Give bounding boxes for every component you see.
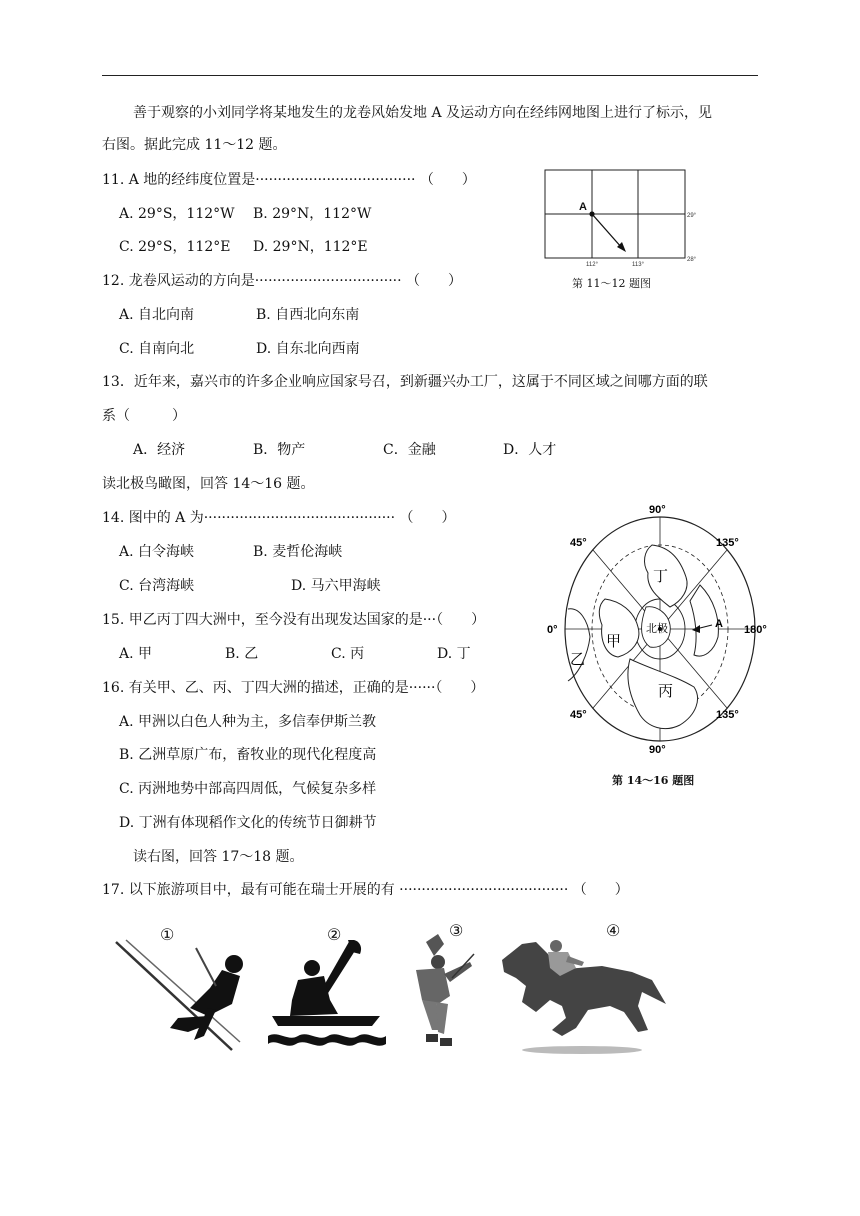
q13-option-b: B．物产 (253, 442, 306, 458)
q16-option-a: A. 甲洲以白色人种为主，多信奉伊斯兰教 (119, 714, 377, 730)
fig1-lat-29: 29° (687, 213, 697, 219)
q11-option-b: B. 29°N，112°W (253, 206, 372, 222)
q15-option-a: A. 甲 (119, 646, 153, 662)
q14-option-d: D. 马六甲海峡 (291, 578, 381, 594)
q15-option-d: D. 丁 (437, 646, 471, 662)
q17-num-1: ① (160, 925, 175, 944)
fig1-lon-113: 113° (632, 262, 644, 266)
q11-option-a: A. 29°S，112°W (119, 206, 235, 222)
intro-14-16: 读北极鸟瞰图，回答 14～16 题。 (102, 476, 315, 492)
q16-stem: 16. 有关甲、乙、丙、丁四大洲的描述，正确的是······（ ） (102, 680, 485, 696)
fig2-point-label: A (715, 618, 723, 630)
q15-option-c: C. 丙 (331, 646, 365, 662)
north-pole-label: 北极 (646, 623, 668, 635)
q14-option-a: A. 白令海峡 (119, 544, 195, 560)
fig1-point-label: A (579, 201, 587, 213)
q11-option-c: C. 29°S，112°E (119, 239, 231, 255)
q16-option-c: C. 丙洲地势中部高四周低，气候复杂多样 (119, 781, 377, 797)
q13-option-d: D．人才 (503, 442, 557, 458)
q17-num-3: ③ (449, 921, 464, 940)
arctic-polar-map-figure (540, 496, 770, 758)
horse-racing-icon (492, 932, 670, 1056)
fig2-label-tr: 135° (716, 537, 739, 549)
q14-option-c: C. 台湾海峡 (119, 578, 195, 594)
q11-stem: 11. A 地的经纬度位置是···································· （ ） (102, 172, 476, 188)
q12-option-b: B. 自西北向东南 (256, 307, 360, 323)
fig2-label-right: 180° (744, 624, 767, 636)
fig2-label-bottom: 90° (649, 744, 666, 756)
q17-num-4: ④ (606, 921, 621, 940)
q13-option-c: C．金融 (383, 442, 436, 458)
continent-ding: 丁 (653, 568, 669, 585)
continent-bing: 丙 (658, 683, 674, 700)
q11-option-d: D. 29°N，112°E (253, 239, 368, 255)
fig1-caption: 第 11～12 题图 (572, 277, 651, 290)
q13-line1: 13．近年来，嘉兴市的许多企业响应国家号召，到新疆兴办工厂，这属于不同区域之间哪方面的联 (102, 374, 708, 390)
fig2-label-tl: 45° (570, 537, 587, 549)
mountain-climber-icon (404, 934, 476, 1054)
q12-stem: 12. 龙卷风运动的方向是································· （ ） (102, 273, 463, 289)
fig2-label-br: 135° (716, 709, 739, 721)
continent-yi: 乙 (570, 651, 586, 668)
q13-line2: 系（ ） (102, 408, 186, 424)
q17-stem: 17. 以下旅游项目中，最有可能在瑞士开展的有 ······································ （ ） (102, 882, 629, 898)
skier-icon (112, 938, 252, 1056)
fig2-label-left: 0° (547, 624, 558, 636)
q15-option-b: B. 乙 (225, 646, 259, 662)
q13-option-a: A．经济 (133, 442, 186, 458)
q16-option-d: D. 丁洲有体现稻作文化的传统节日御耕节 (119, 815, 377, 831)
rafting-icon (268, 940, 386, 1052)
q14-option-b: B. 麦哲伦海峡 (253, 544, 343, 560)
fig2-caption: 第 14～16 题图 (612, 774, 695, 787)
q16-option-b: B. 乙洲草原广布，畜牧业的现代化程度高 (119, 747, 377, 763)
intro-11-12-line2: 右图。据此完成 11～12 题。 (102, 137, 287, 153)
fig1-lat-28: 28° (687, 257, 697, 263)
lat-lon-grid-figure (538, 166, 708, 266)
fig1-lon-112: 112° (586, 262, 598, 266)
fig2-label-top: 90° (649, 504, 666, 516)
intro-17-18: 读右图，回答 17～18 题。 (133, 849, 304, 865)
continent-jia: 甲 (606, 633, 622, 650)
q14-stem: 14. 图中的 A 为··········································· （ ） (102, 510, 456, 526)
q12-option-d: D. 自东北向西南 (256, 341, 360, 357)
q12-option-c: C. 自南向北 (119, 341, 195, 357)
q15-stem: 15. 甲乙丙丁四大洲中，至今没有出现发达国家的是···（ ） (102, 612, 486, 628)
fig2-label-bl: 45° (570, 709, 587, 721)
header-rule (102, 75, 758, 76)
q12-option-a: A. 自北向南 (119, 307, 195, 323)
q17-num-2: ② (327, 925, 342, 944)
intro-11-12-line1: 善于观察的小刘同学将某地发生的龙卷风始发地 A 及运动方向在经纬网地图上进行了标示，见 (133, 105, 713, 121)
